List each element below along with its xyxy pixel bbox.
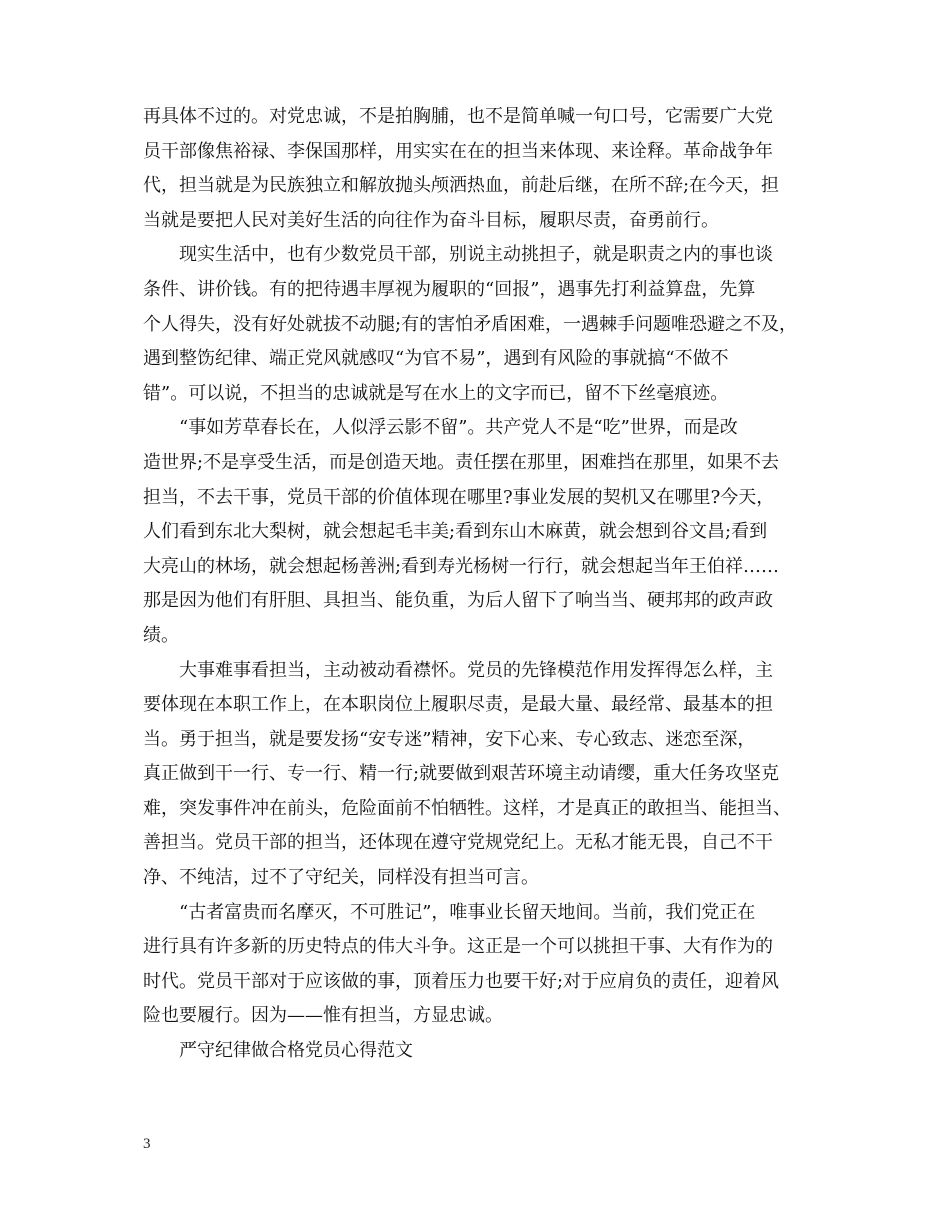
text-line: 难，突发事件冲在前头，危险面前不怕牺牲。这样，才是真正的敢担当、能担当、 — [143, 797, 791, 819]
text-line: “古者富贵而名摩灭，不可胜记”，唯事业长留天地间。当前，我们党正在 — [143, 901, 756, 923]
text-line: 那是因为他们有肝胆、具担当、能负重，为后人留下了响当当、硬邦邦的政声政 — [143, 590, 773, 612]
text-line: 时代。党员干部对于应该做的事，顶着压力也要干好;对于应肩负的责任，迎着风 — [143, 970, 780, 992]
text-line: 造世界;不是享受生活，而是创造天地。责任摆在那里，困难挡在那里，如果不去 — [143, 451, 780, 473]
page-number: 3 — [143, 1136, 151, 1152]
text-line: 进行具有许多新的历史特点的伟大斗争。这正是一个可以挑担干事、大有作为的 — [143, 936, 773, 958]
text-line: 代，担当就是为民族独立和解放抛头颅洒热血，前赴后继，在所不辞;在今天，担 — [143, 175, 780, 197]
text-line: 遇到整饬纪律、端正党风就感叹“为官不易”，遇到有风险的事就搞“不做不 — [143, 348, 729, 370]
text-line: 净、不纯洁，过不了守纪关，同样没有担当可言。 — [143, 867, 539, 889]
text-line: 现实生活中，也有少数党员干部，别说主动挑担子，就是职责之内的事也谈 — [143, 244, 773, 266]
text-line: 个人得失，没有好处就拔不动腿;有的害怕矛盾困难，一遇棘手问题唯恐避之不及， — [143, 313, 798, 335]
text-line: 绩。 — [143, 624, 179, 646]
body-text — [143, 100, 815, 1069]
text-line: 大亮山的林场，就会想起杨善洲;看到寿光杨树一行行，就会想起当年王伯祥…… — [143, 555, 780, 577]
text-line: 真正做到干一行、专一行、精一行;就要做到艰苦环境主动请缨，重大任务攻坚克 — [143, 763, 780, 785]
text-line: 担当，不去干事，党员干部的价值体现在哪里?事业发展的契机又在哪里?今天， — [143, 486, 775, 508]
text-line: 大事难事看担当，主动被动看襟怀。党员的先锋模范作用发挥得怎么样，主 — [143, 659, 773, 681]
text-line: 要体现在本职工作上，在本职岗位上履职尽责，是最大量、最经常、最基本的担 — [143, 694, 773, 716]
text-line: “事如芳草春长在，人似浮云影不留”。共产党人不是“吃”世界，而是改 — [143, 417, 738, 439]
text-line: 人们看到东北大梨树，就会想起毛丰美;看到东山木麻黄，就会想到谷文昌;看到 — [143, 521, 768, 543]
text-line: 员干部像焦裕禄、李保国那样，用实实在在的担当来体现、来诠释。革命战争年 — [143, 140, 773, 162]
text-line: 再具体不过的。对党忠诚，不是拍胸脯，也不是简单喊一句口号，它需要广大党 — [143, 106, 773, 127]
text-line: 当就是要把人民对美好生活的向往作为奋斗目标，履职尽责，奋勇前行。 — [143, 209, 719, 231]
text-line: 当。勇于担当，就是要发扬“安专迷”精神，安下心来、专心致志、迷恋至深， — [143, 728, 756, 750]
text-line: 错”。可以说，不担当的忠诚就是写在水上的文字而已，留不下丝毫痕迹。 — [143, 382, 729, 404]
text-line: 善担当。党员干部的担当，还体现在遵守党规党纪上。无私才能无畏，自己不干 — [143, 832, 773, 854]
text-line: 严守纪律做合格党员心得范文 — [143, 1040, 413, 1062]
text-line: 险也要履行。因为——惟有担当，方显忠诚。 — [143, 1005, 503, 1027]
text-line: 条件、讲价钱。有的把待遇丰厚视为履职的“回报”，遇事先打利益算盘，先算 — [143, 278, 756, 300]
